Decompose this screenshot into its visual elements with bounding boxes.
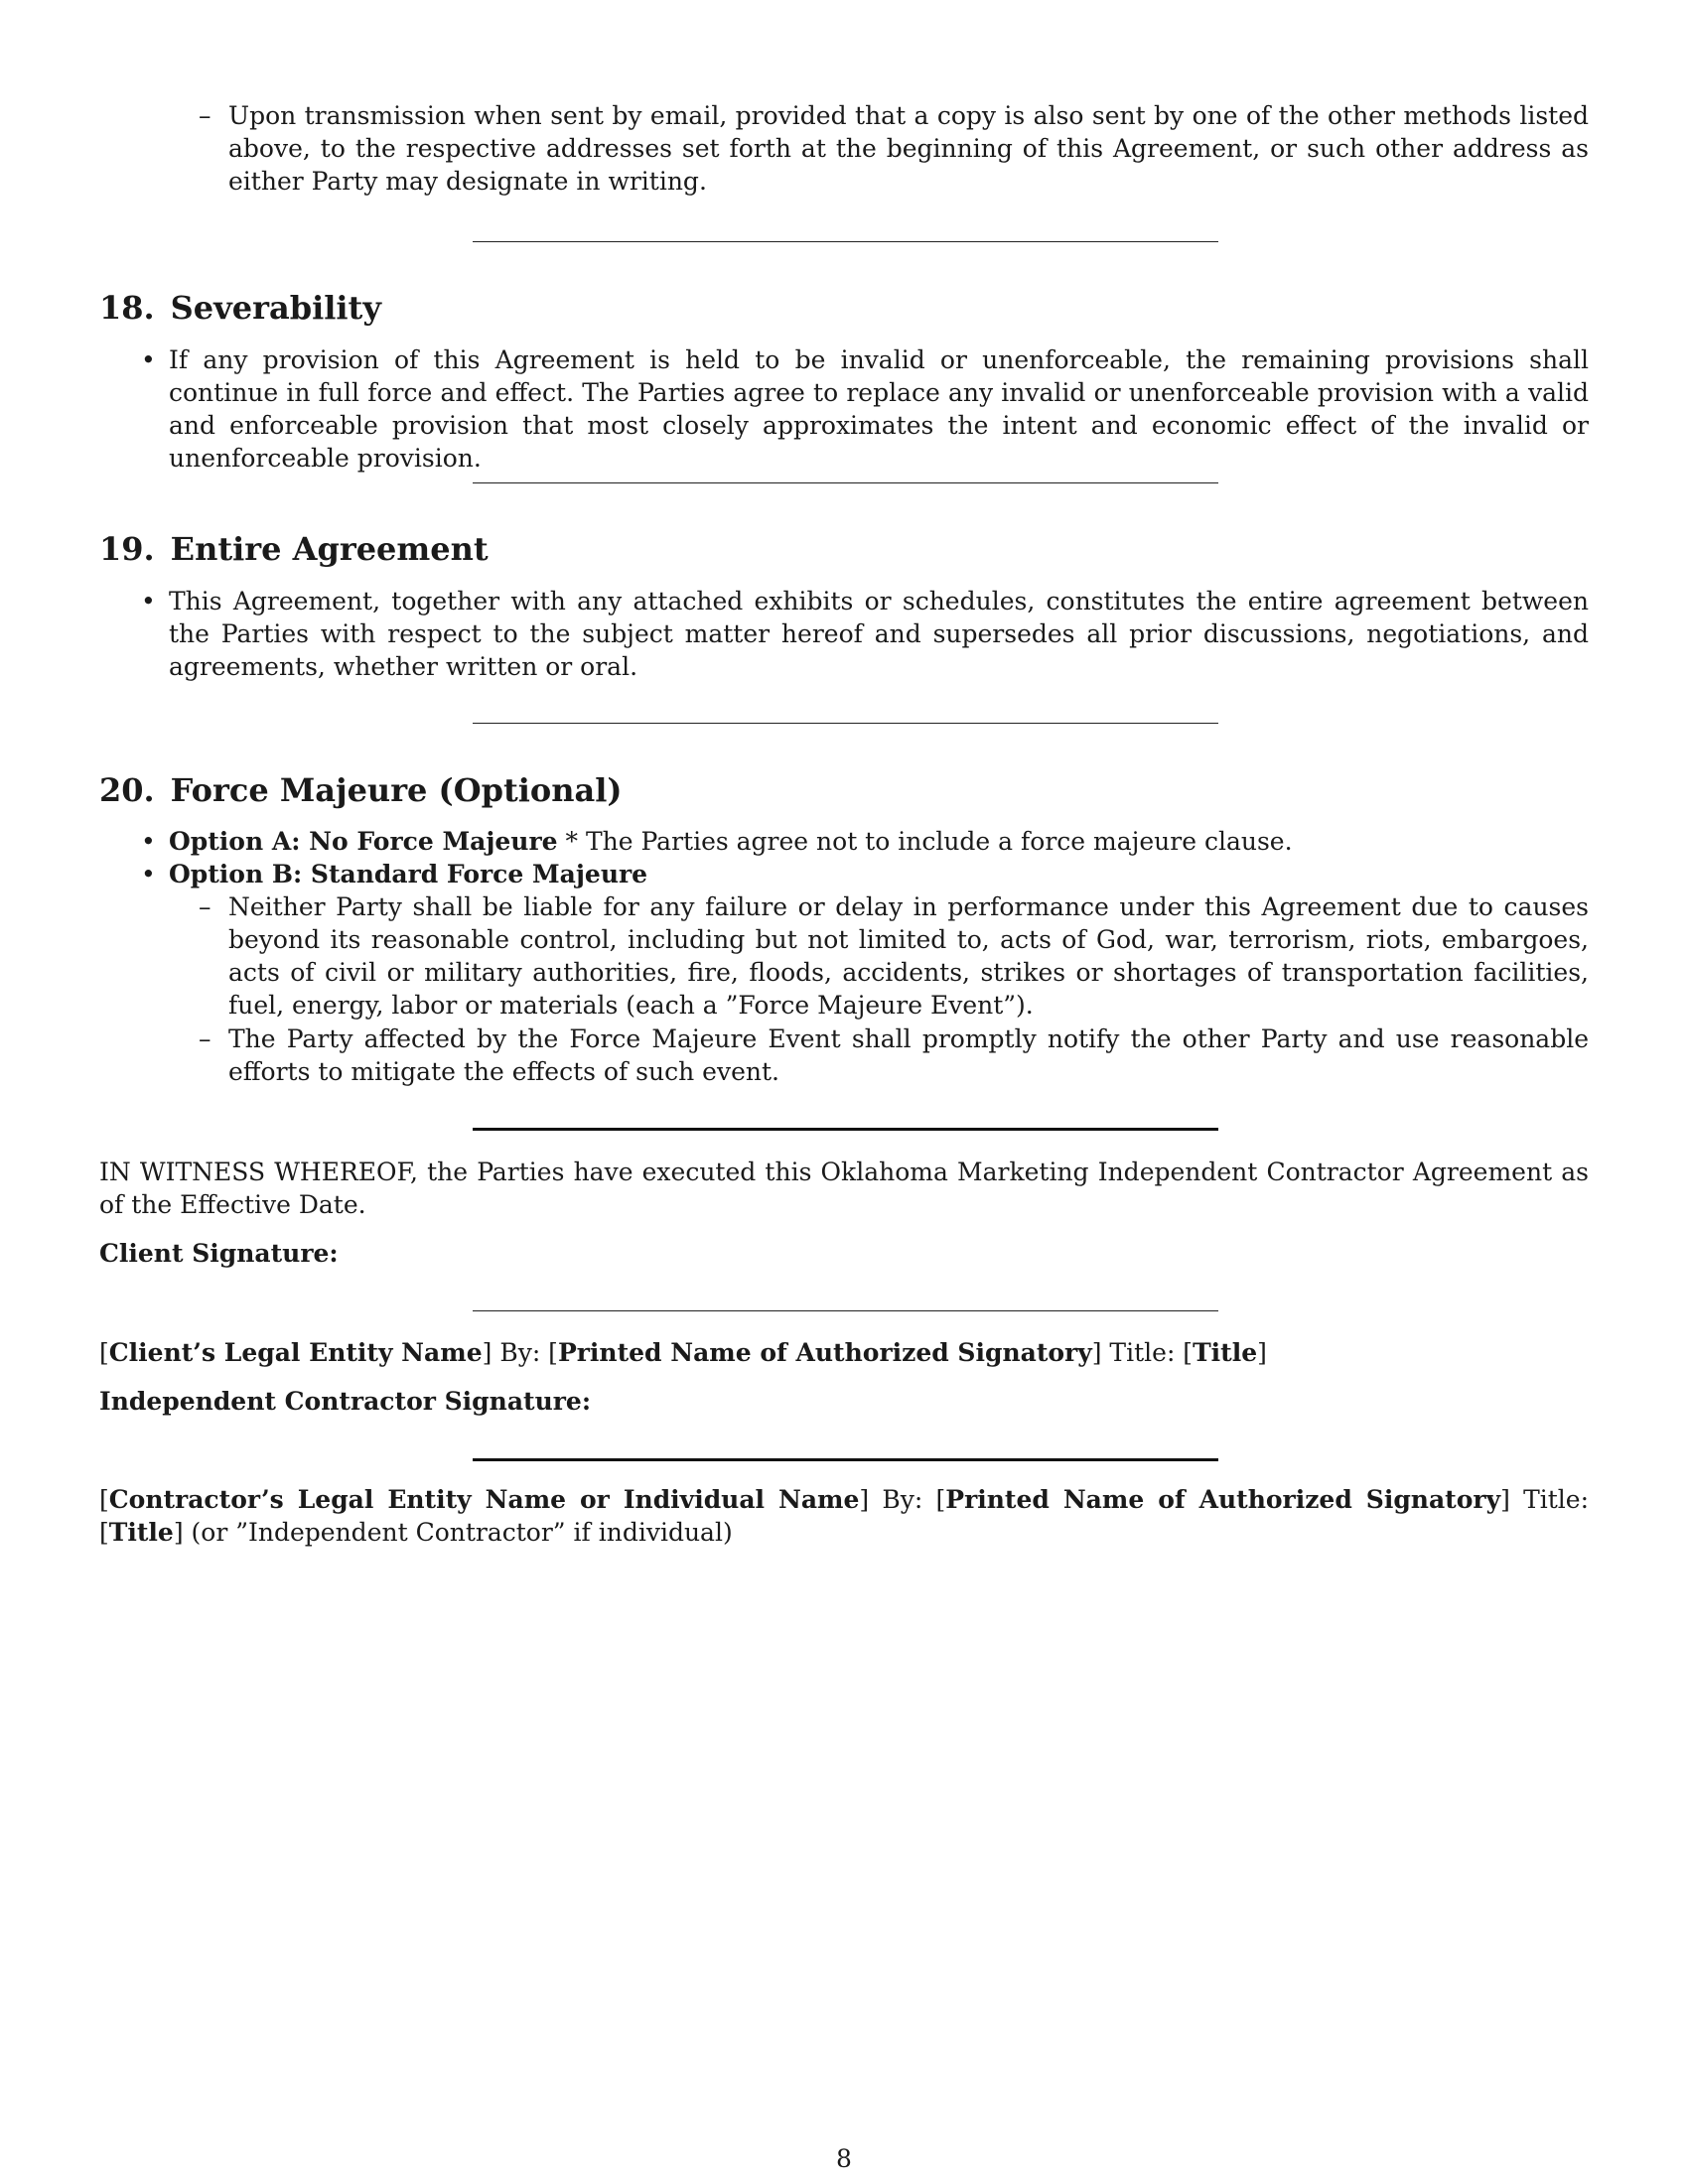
notice-list-item (199, 99, 1589, 198)
force-majeure-subitem (199, 1023, 1589, 1088)
dash-marker: – (199, 892, 211, 921)
section-number: 19. (99, 530, 155, 568)
bullet-marker: • (141, 587, 156, 615)
by-label: By: [ (492, 1338, 558, 1367)
bracket: [ (99, 1485, 109, 1514)
page-number: 8 (836, 2144, 852, 2173)
section-heading-entire-agreement (99, 529, 489, 569)
bracket: [ (99, 1338, 109, 1367)
section-number: 18. (99, 289, 155, 327)
client-signature-details (99, 1336, 1589, 1369)
section-heading-severability (99, 288, 381, 328)
entire-agreement-text: This Agreement, together with any attached exhibits or schedules, constitutes the entire agreement between the Parties with respect to the subject matter hereof and supersedes all prior discussions, negotiations, and agreements, whether written or oral. (169, 587, 1589, 681)
client-entity-name: Client’s Legal Entity Name (108, 1338, 483, 1367)
severability-bullet (141, 343, 1589, 475)
dash-marker: – (199, 101, 211, 130)
by-label: By: [ (869, 1485, 946, 1514)
bullet-marker: • (141, 345, 156, 374)
contractor-title-note: ] (or ”Independent Contractor” if individual) (173, 1518, 733, 1547)
section-title: Entire Agreement (170, 530, 489, 568)
section-divider (473, 1128, 1218, 1131)
bracket: ] (1257, 1338, 1267, 1367)
force-majeure-notice-text: The Party affected by the Force Majeure Event shall promptly notify the other Party and use reasonable efforts to mitigate the effects of such event. (228, 1024, 1589, 1086)
option-b-bullet (141, 858, 1589, 890)
title-label: ] Title: [ (1091, 1338, 1194, 1367)
section-title: Severability (170, 289, 381, 327)
section-divider (473, 241, 1218, 242)
option-a-bullet (141, 825, 1589, 858)
client-signature-line (473, 1310, 1218, 1311)
witness-text: IN WITNESS WHEREOF, the Parties have executed this Oklahoma Marketing Independent Contractor Agreement as of the Effective Date. (99, 1158, 1589, 1219)
bracket: ] (482, 1338, 492, 1367)
contractor-signature-line (473, 1458, 1218, 1461)
contractor-title: Title (108, 1518, 174, 1547)
title-label: ] Title: [ (99, 1485, 1589, 1547)
contractor-signature-details (99, 1483, 1589, 1549)
notice-item-text: Upon transmission when sent by email, provided that a copy is also sent by one of the other methods listed above, to the respective addresses set forth at the beginning of this Agreement, or such other address as either Party may designate in writing. (228, 101, 1589, 196)
bullet-marker: • (141, 860, 156, 888)
option-b-label: Option B: Standard Force Majeure (169, 860, 648, 888)
contractor-signature-heading: Independent Contractor Signature: (99, 1387, 592, 1416)
client-signatory-name: Printed Name of Authorized Signatory (557, 1338, 1092, 1367)
section-divider (473, 482, 1218, 483)
section-heading-force-majeure (99, 770, 623, 810)
bullet-marker: • (141, 827, 156, 856)
option-a-text: * The Parties agree not to include a force majeure clause. (557, 827, 1293, 856)
section-number: 20. (99, 771, 155, 809)
client-title: Title (1193, 1338, 1258, 1367)
option-a-label: Option A: No Force Majeure (169, 827, 558, 856)
section-title: Force Majeure (Optional) (170, 771, 623, 809)
severability-text: If any provision of this Agreement is held to be invalid or unenforceable, the remaining provisions shall continue in full force and effect. The Parties agree to replace any invalid or unenforceable provision with a valid and enforceable provision that most closely approximates the intent and economic effect of the invalid or unenforceable provision. (169, 345, 1589, 473)
dash-marker: – (199, 1024, 211, 1053)
entire-agreement-bullet (141, 585, 1589, 683)
contractor-entity-name: Contractor’s Legal Entity Name or Individual Name (108, 1485, 860, 1514)
document-page (99, 0, 1589, 2184)
bracket: ] (859, 1485, 870, 1514)
client-signature-heading: Client Signature: (99, 1239, 339, 1268)
section-divider (473, 723, 1218, 724)
force-majeure-liability-text: Neither Party shall be liable for any failure or delay in performance under this Agreement due to causes beyond its reasonable control, including but not limited to, acts of God, war, terrorism, riots, embargoes, acts of civil or military authorities, fire, floods, accidents, strikes or shortages of transportation facilities, fuel, energy, labor or materials (each a ”Force Majeure Event”). (228, 892, 1589, 1020)
witness-paragraph (99, 1156, 1589, 1221)
contractor-signatory-name: Printed Name of Authorized Signatory (945, 1485, 1501, 1514)
force-majeure-subitem (199, 890, 1589, 1022)
